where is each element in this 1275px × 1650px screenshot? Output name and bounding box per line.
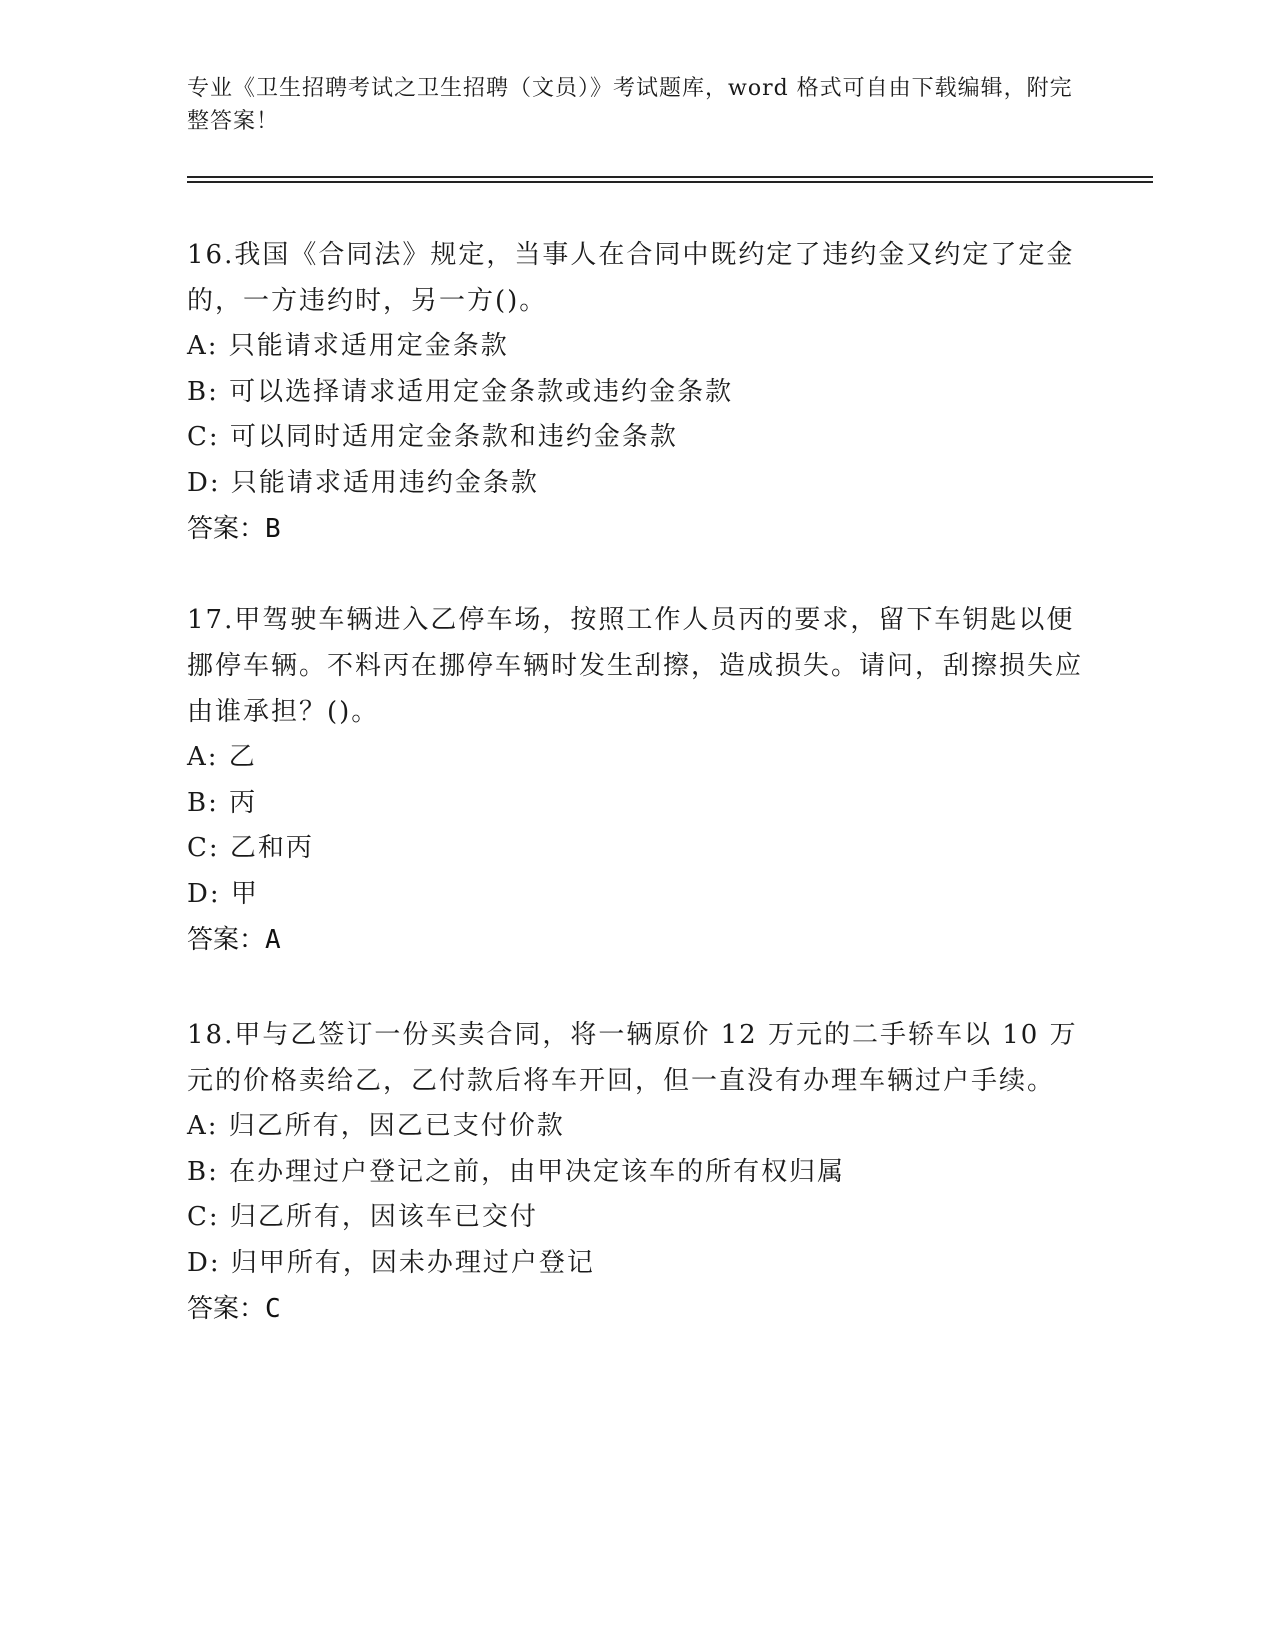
option-c: C: 可以同时适用定金条款和违约金条款 [187, 422, 678, 452]
header-divider-bottom [187, 181, 1153, 183]
option-d: D: 归甲所有，因未办理过户登记 [187, 1247, 595, 1278]
option-d: D: 甲 [187, 878, 259, 909]
document-header: 专业《卫生招聘考试之卫生招聘（文员）》考试题库，word 格式可自由下载编辑，附完整答案！ [187, 76, 1073, 134]
option-b: B: 丙 [187, 787, 258, 818]
question-stem: 17.甲驾驶车辆进入乙停车场，按照工作人员丙的要求，留下车钥匙以便挪停车辆。不料丙在挪停车辆时发生刮擦，造成损失。请问，刮擦损失应由谁承担？()。 [187, 605, 1084, 727]
question-17 [187, 597, 1087, 963]
option-d: D: 只能请求适用违约金条款 [187, 467, 539, 498]
option-c: C: 归乙所有，因该车已交付 [187, 1202, 538, 1232]
answer-label: 答案：B [187, 514, 281, 544]
answer-label: 答案：A [187, 925, 281, 955]
option-c: C: 乙和丙 [187, 833, 314, 863]
header-divider-top [187, 176, 1153, 178]
option-a: A: 乙 [187, 742, 257, 772]
option-a: A: 归乙所有，因乙已支付价款 [187, 1111, 565, 1141]
question-stem: 16.我国《合同法》规定，当事人在合同中既约定了违约金又约定了定金的，一方违约时，另一方()。 [187, 240, 1075, 316]
question-18 [187, 1012, 1087, 1332]
question-stem: 18.甲与乙签订一份买卖合同，将一辆原价 12 万元的二手轿车以 10 万元的价格卖给乙，乙付款后将车开回，但一直没有办理车辆过户手续。 [187, 1020, 1078, 1096]
option-a: A: 只能请求适用定金条款 [187, 331, 509, 361]
answer-label: 答案：C [187, 1294, 281, 1324]
option-b: B: 可以选择请求适用定金条款或违约金条款 [187, 376, 734, 407]
question-16 [187, 232, 1087, 552]
option-b: B: 在办理过户登记之前，由甲决定该车的所有权归属 [187, 1156, 846, 1187]
